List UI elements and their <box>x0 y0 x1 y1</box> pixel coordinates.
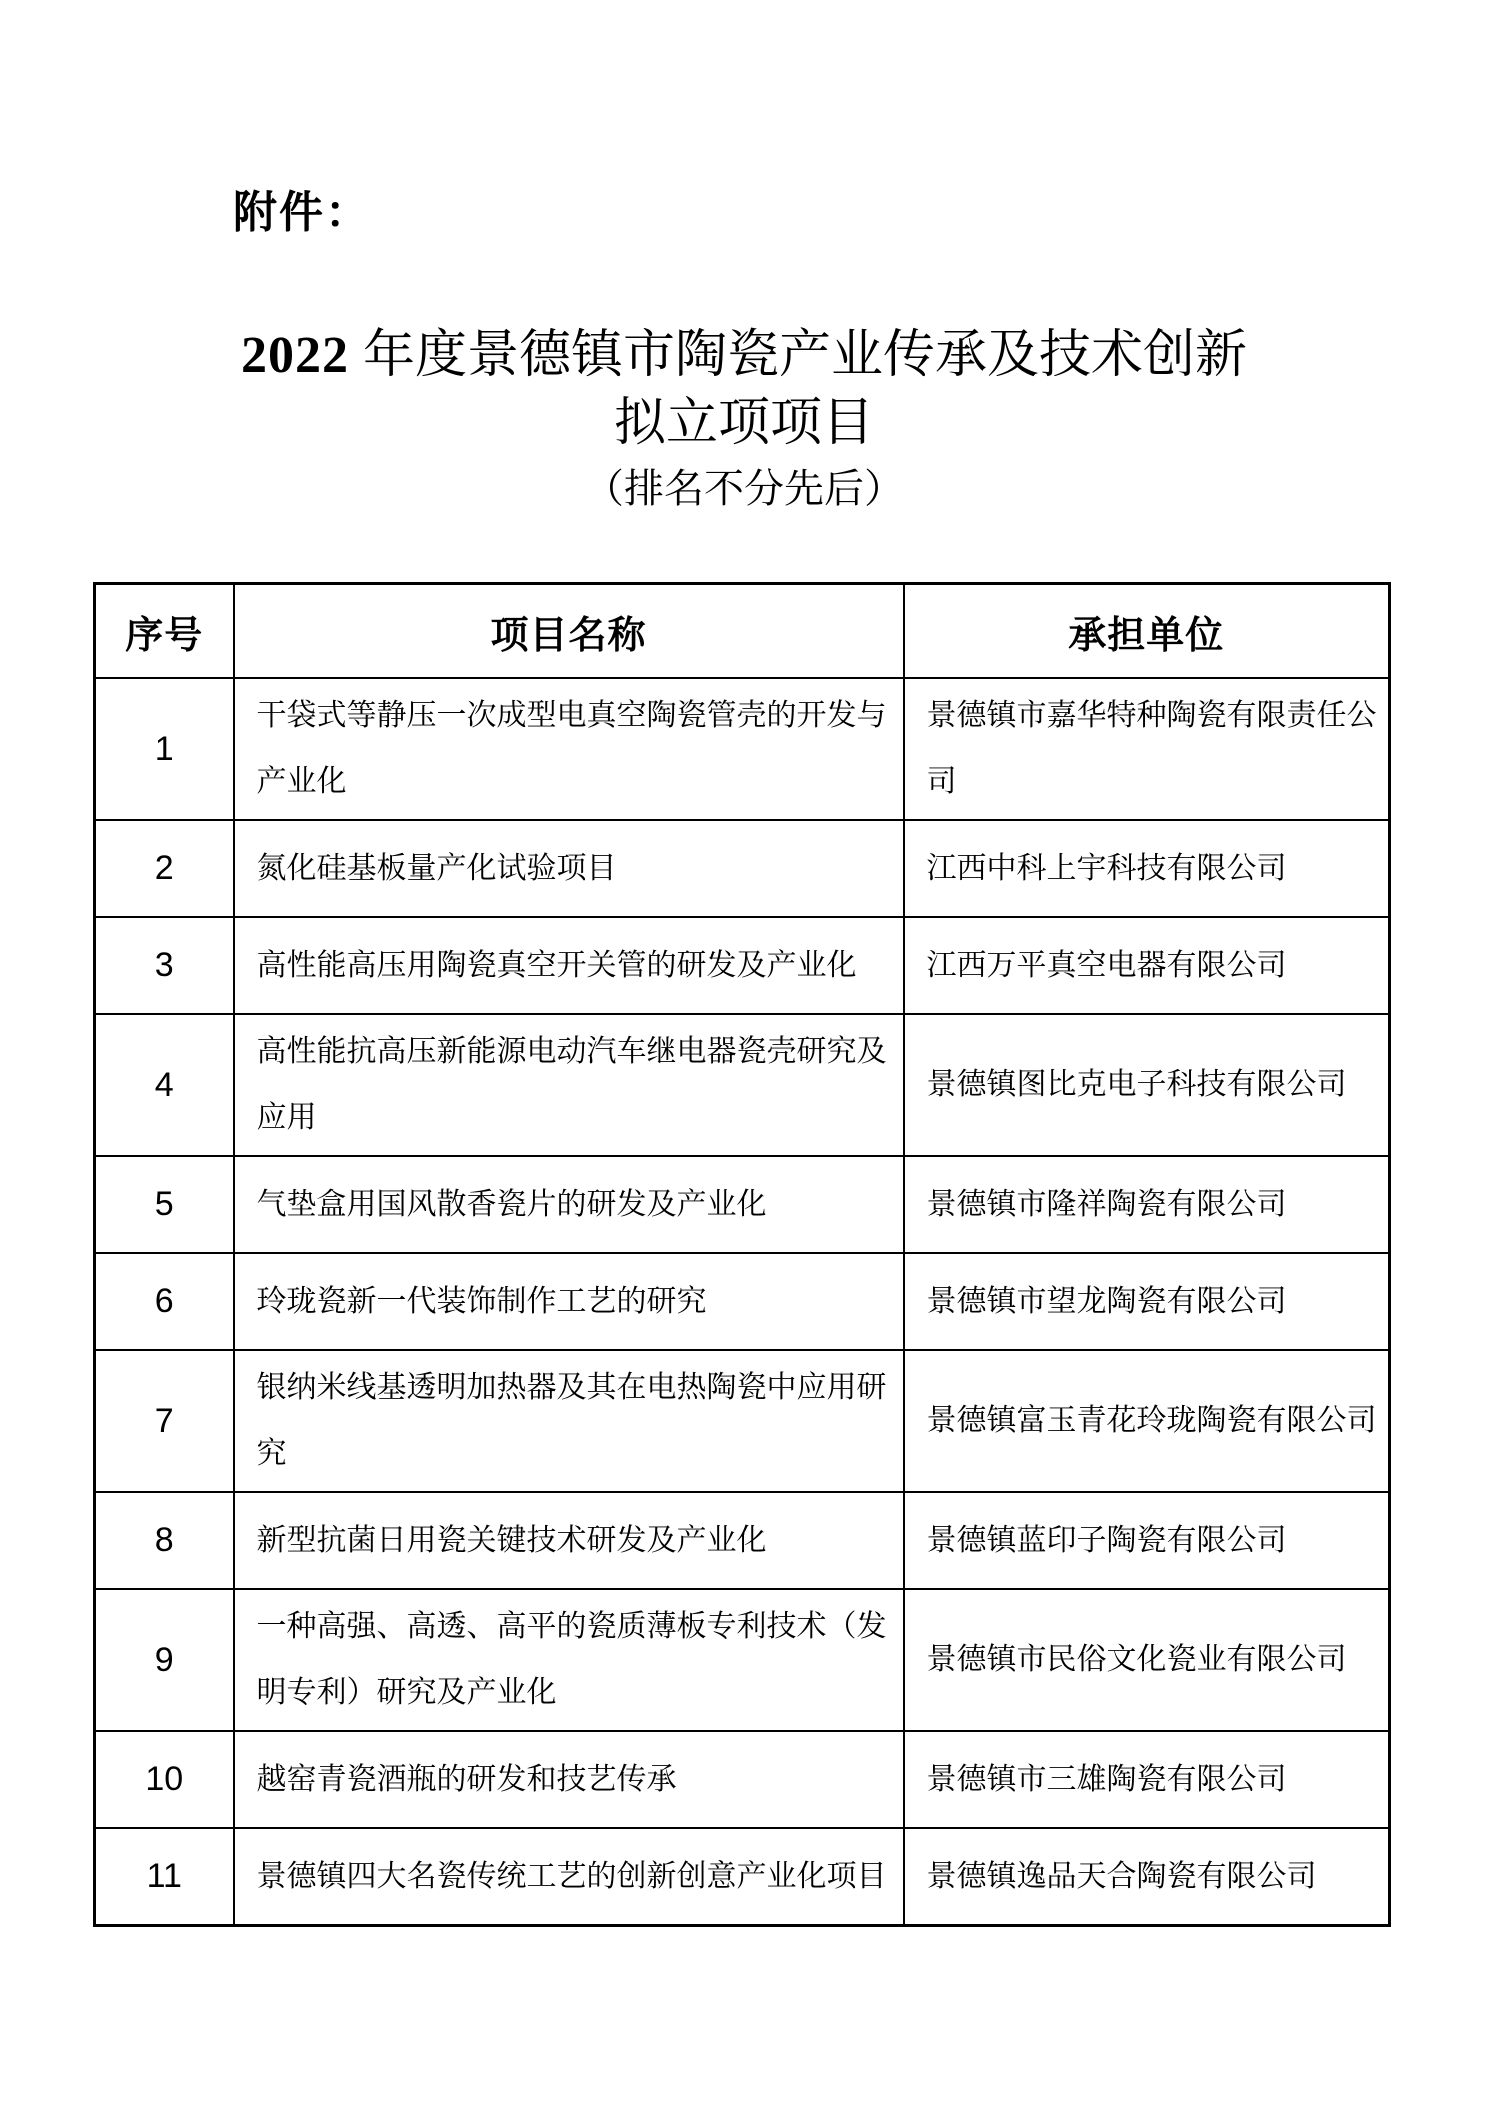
project-name: 银纳米线基透明加热器及其在电热陶瓷中应用研究 <box>234 1350 904 1492</box>
project-name: 一种高强、高透、高平的瓷质薄板专利技术（发明专利）研究及产业化 <box>234 1589 904 1731</box>
row-index: 6 <box>95 1253 234 1350</box>
project-name: 高性能高压用陶瓷真空开关管的研发及产业化 <box>234 917 904 1014</box>
unit-name: 景德镇市三雄陶瓷有限公司 <box>904 1731 1390 1828</box>
unit-name: 景德镇富玉青花玲珑陶瓷有限公司 <box>904 1350 1390 1492</box>
table-header-row <box>95 584 1390 679</box>
unit-name: 景德镇市民俗文化瓷业有限公司 <box>904 1589 1390 1731</box>
title-year: 2022 <box>240 327 349 384</box>
unit-name: 江西中科上宇科技有限公司 <box>904 820 1390 917</box>
table-row <box>95 1253 1390 1350</box>
row-index: 3 <box>95 917 234 1014</box>
unit-name: 景德镇市望龙陶瓷有限公司 <box>904 1253 1390 1350</box>
table-row <box>95 1014 1390 1156</box>
row-index: 10 <box>95 1731 234 1828</box>
row-index: 7 <box>95 1350 234 1492</box>
unit-name: 景德镇逸品天合陶瓷有限公司 <box>904 1828 1390 1926</box>
col-header-index: 序号 <box>95 584 234 679</box>
row-index: 2 <box>95 820 234 917</box>
table-row <box>95 917 1390 1014</box>
document-subtitle: （排名不分先后） <box>584 466 904 511</box>
project-name: 景德镇四大名瓷传统工艺的创新创意产业化项目 <box>234 1828 904 1926</box>
col-header-unit: 承担单位 <box>904 584 1390 679</box>
table-row <box>95 678 1390 820</box>
project-name: 干袋式等静压一次成型电真空陶瓷管壳的开发与产业化 <box>234 678 904 820</box>
table-row <box>95 1589 1390 1731</box>
unit-name: 景德镇市隆祥陶瓷有限公司 <box>904 1156 1390 1253</box>
unit-name: 景德镇图比克电子科技有限公司 <box>904 1014 1390 1156</box>
project-name: 高性能抗高压新能源电动汽车继电器瓷壳研究及应用 <box>234 1014 904 1156</box>
row-index: 11 <box>95 1828 234 1926</box>
row-index: 1 <box>95 678 234 820</box>
attachment-label: 附件： <box>233 188 371 237</box>
table-row <box>95 1350 1390 1492</box>
table-row <box>95 1492 1390 1589</box>
unit-name: 江西万平真空电器有限公司 <box>904 917 1390 1014</box>
col-header-project: 项目名称 <box>234 584 904 679</box>
project-name: 氮化硅基板量产化试验项目 <box>234 820 904 917</box>
project-name: 新型抗菌日用瓷关键技术研发及产业化 <box>234 1492 904 1589</box>
title-text: 年度景德镇市陶瓷产业传承及技术创新 <box>362 327 1247 384</box>
document-title-line2: 拟立项项目 <box>613 395 874 452</box>
table-row <box>95 820 1390 917</box>
row-index: 8 <box>95 1492 234 1589</box>
table-row <box>95 1828 1390 1926</box>
row-index: 5 <box>95 1156 234 1253</box>
row-index: 9 <box>95 1589 234 1731</box>
row-index: 4 <box>95 1014 234 1156</box>
unit-name: 景德镇市嘉华特种陶瓷有限责任公司 <box>904 678 1390 820</box>
projects-table <box>93 582 1391 1927</box>
table-row <box>95 1156 1390 1253</box>
project-name: 越窑青瓷酒瓶的研发和技艺传承 <box>234 1731 904 1828</box>
table-row <box>95 1731 1390 1828</box>
project-name: 玲珑瓷新一代装饰制作工艺的研究 <box>234 1253 904 1350</box>
project-name: 气垫盒用国风散香瓷片的研发及产业化 <box>234 1156 904 1253</box>
document-title-line1 <box>0 324 1488 388</box>
unit-name: 景德镇蓝印子陶瓷有限公司 <box>904 1492 1390 1589</box>
